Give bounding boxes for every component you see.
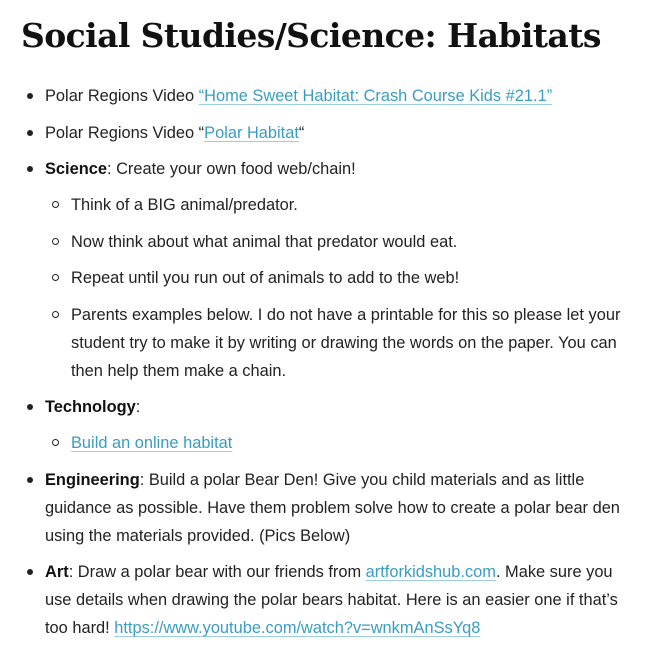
technology-sublist [45, 429, 641, 457]
technology-text: : [135, 398, 141, 416]
science-sublist [45, 191, 641, 385]
science-subitem: Think of a BIG animal/predator. [45, 191, 641, 219]
list-item-video-home-sweet-habitat [21, 82, 641, 110]
list-item-art [21, 558, 641, 642]
science-label: Science [45, 160, 107, 178]
video1-prefix: Polar Regions Video [45, 87, 199, 105]
list-item-technology [21, 393, 641, 457]
science-subitem: Now think about what animal that predator would eat. [45, 228, 641, 256]
art-text-1: : Draw a polar bear with our friends from [68, 563, 366, 581]
page-content [21, 14, 641, 651]
home-sweet-habitat-link[interactable]: “Home Sweet Habitat: Crash Course Kids #21.1” [198, 87, 553, 105]
technology-subitem [45, 429, 641, 457]
artforkidshub-link[interactable]: artforkidshub.com [365, 563, 496, 581]
list-item-engineering [21, 466, 641, 550]
engineering-label: Engineering [45, 470, 140, 489]
technology-label: Technology [45, 398, 136, 416]
youtube-polar-bear-link[interactable]: https://www.youtube.com/watch?v=wnkmAnSsYq8 [114, 619, 481, 637]
polar-habitat-link[interactable]: Polar Habitat [204, 123, 299, 142]
art-text-2: . Make sure you use details when drawing the polar bears habitat. Here is an easier one if that’s too hard! [45, 563, 618, 637]
art-label: Art [45, 563, 69, 581]
video2-prefix: Polar Regions Video “ [45, 123, 205, 142]
list-item-science [21, 155, 641, 385]
engineering-text: : Build a polar Bear Den! Give you child materials and as little guidance as possible. Have them problem solve how to create a polar bear den using the materials provided. (Pics Below) [45, 470, 620, 545]
activity-list [21, 82, 641, 642]
build-online-habitat-link[interactable]: Build an online habitat [71, 434, 233, 452]
science-subitem: Parents examples below. I do not have a printable for this so please let your student try to make it by writing or drawing the words on the paper. You can then help them make a chain. [45, 301, 641, 385]
video2-suffix: “ [298, 123, 305, 142]
list-item-video-polar-habitat [21, 119, 641, 147]
science-text: : Create your own food web/chain! [106, 160, 356, 178]
page-title: Social Studies/Science: Habitats [21, 16, 601, 55]
science-subitem: Repeat until you run out of animals to add to the web! [45, 264, 641, 292]
